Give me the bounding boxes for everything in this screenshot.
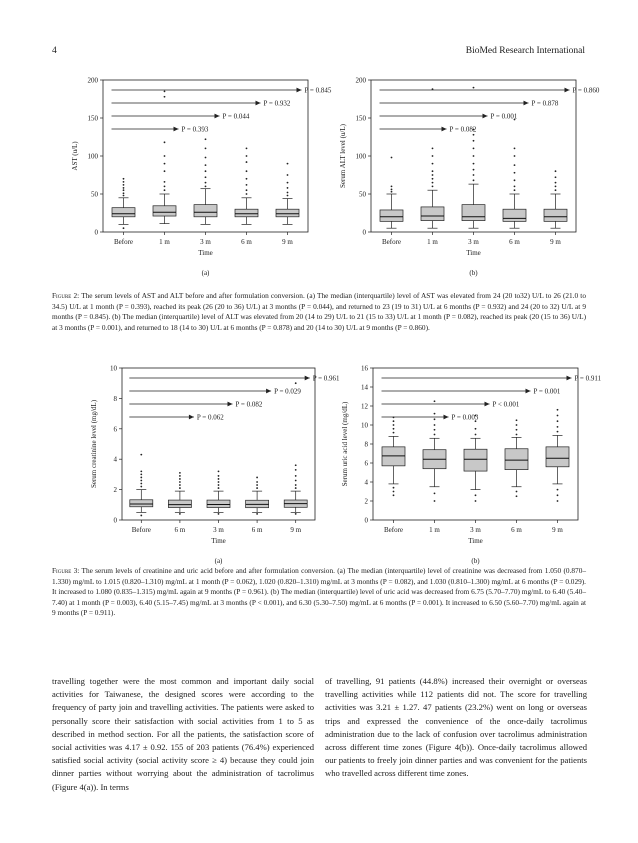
chart1-arrow-head — [442, 127, 447, 132]
chart1-outlier — [473, 87, 475, 89]
chart2-p-value: P = 0.082 — [235, 400, 263, 409]
chart2-arrow-head — [228, 402, 233, 407]
chart3-outlier — [393, 428, 395, 430]
chart3-arrow-head — [526, 389, 531, 394]
chart2-outlier — [218, 487, 220, 489]
figure-2-caption — [52, 291, 586, 333]
figure-3-label: Figure 3: — [52, 566, 80, 575]
chart2-outlier — [179, 484, 181, 486]
chart0-x-tick-label: Before — [113, 238, 134, 246]
chart2-x-tick-label: Before — [131, 526, 151, 534]
chart1-box — [544, 209, 567, 221]
chart0-x-tick-label: 1 m — [159, 238, 170, 246]
chart3-x-tick-label: 1 m — [429, 526, 440, 534]
body-right-column: of travelling, 91 patients (44.8%) increased their overnight or overseas travelling activities while 112 patients did not. The score for travelling activities was 3.21 ± 1.27. 47 patients (23.2%) went on long or overseas trips and expressed the convenience of the once-daily tacrolimus administration due to the lack of confusion over tacrolimus administration across different time zones (Figure 4(b)). Once-daily tacrolimus allowed our patients to freely join dinner parties and was convenient for the patients who travelled across different time zones. — [325, 676, 587, 779]
chart1-x-axis-label: Time — [466, 249, 481, 257]
chart0-x-axis-label: Time — [198, 249, 213, 257]
chart0-y-tick-label: 0 — [94, 228, 98, 237]
chart1-outlier — [473, 169, 475, 171]
chart2-outlier — [179, 487, 181, 489]
chart1-outlier — [391, 186, 393, 188]
chart2-outlier — [295, 480, 297, 482]
chart0-y-axis-label: AST (u/L) — [71, 141, 79, 171]
chart0-outlier — [205, 182, 207, 184]
chart0-y-tick-label: 200 — [87, 76, 98, 85]
chart0-outlier — [123, 227, 125, 229]
chart1-outlier — [473, 163, 475, 165]
chart3-outlier — [434, 434, 436, 436]
chart0-outlier — [123, 189, 125, 191]
chart3-outlier — [557, 489, 559, 491]
chart1-box — [380, 210, 403, 221]
chart0-outlier — [246, 189, 248, 191]
chart0-outlier — [287, 192, 289, 194]
chart2-outlier — [179, 472, 181, 474]
chart2-x-tick-label: 3 m — [213, 526, 224, 534]
chart1-outlier — [432, 178, 434, 180]
chart0-box — [194, 205, 217, 217]
chart0-outlier — [123, 178, 125, 180]
chart1-outlier — [432, 174, 434, 176]
chart2-outlier — [295, 484, 297, 486]
chart2-outlier — [140, 470, 142, 472]
chart0-p-value: P = 0.932 — [263, 99, 291, 108]
chart1-x-tick-label: 9 m — [550, 238, 561, 246]
chart3-y-axis-label: Serum uric acid level (mg/dL) — [341, 401, 349, 487]
chart3-outlier — [434, 493, 436, 495]
chart2-outlier — [256, 484, 258, 486]
chart1-box — [503, 209, 526, 221]
chart1-outlier — [432, 148, 434, 150]
chart1-outlier — [473, 179, 475, 181]
chart2-box — [207, 500, 230, 507]
chart0-outlier — [123, 181, 125, 183]
chart0-x-tick-label: 6 m — [241, 238, 252, 246]
chart3-y-tick-label: 16 — [361, 364, 368, 373]
chart2-outlier — [218, 475, 220, 477]
chart0-outlier — [123, 195, 125, 197]
chart0-outlier — [123, 192, 125, 194]
chart1-panel-label: (b) — [469, 269, 478, 277]
chart2-outlier — [256, 487, 258, 489]
creatinine-boxplot — [77, 360, 340, 565]
chart1-y-tick-label: 100 — [355, 152, 366, 161]
chart2-y-tick-label: 2 — [113, 486, 117, 495]
chart3-arrow-head — [444, 415, 449, 420]
chart1-outlier — [391, 191, 393, 193]
chart0-outlier — [164, 141, 166, 143]
chart2-outlier — [179, 478, 181, 480]
chart3-y-tick-label: 4 — [364, 478, 368, 487]
chart1-outlier — [432, 186, 434, 188]
chart1-outlier — [391, 157, 393, 159]
chart0-outlier — [164, 163, 166, 165]
chart3-outlier — [434, 424, 436, 426]
chart1-outlier — [555, 170, 557, 172]
chart3-p-value: P < 0.001 — [492, 400, 520, 409]
chart0-outlier — [205, 186, 207, 188]
chart2-box — [130, 500, 153, 507]
chart3-x-tick-label: 9 m — [552, 526, 563, 534]
chart1-x-tick-label: 1 m — [427, 238, 438, 246]
chart3-outlier — [393, 494, 395, 496]
chart2-arrow-head — [266, 389, 271, 394]
chart3-outlier — [557, 415, 559, 417]
chart0-outlier — [164, 189, 166, 191]
figure-2-label: Figure 2: — [52, 291, 80, 300]
chart3-y-tick-label: 2 — [364, 497, 368, 506]
chart2-x-tick-label: 9 m — [290, 526, 302, 534]
chart1-outlier — [514, 148, 516, 150]
chart2-x-tick-label: 6 m — [174, 526, 186, 534]
chart0-outlier — [123, 187, 125, 189]
chart0-outlier — [205, 176, 207, 178]
chart1-p-value: P = 0.878 — [531, 99, 559, 108]
chart2-outlier — [140, 515, 142, 517]
chart3-outlier — [516, 424, 518, 426]
chart1-outlier — [555, 176, 557, 178]
chart2-box — [168, 500, 191, 507]
chart2-outlier — [295, 382, 297, 384]
chart1-y-tick-label: 50 — [359, 190, 366, 199]
chart0-box — [153, 206, 176, 216]
chart0-outlier — [123, 184, 125, 186]
chart3-y-tick-label: 10 — [361, 421, 368, 430]
chart0-outlier — [287, 174, 289, 176]
chart1-outlier — [514, 189, 516, 191]
chart1-outlier — [473, 140, 475, 142]
chart1-p-value: P = 0.001 — [490, 112, 518, 121]
chart0-outlier — [205, 138, 207, 140]
chart3-x-tick-label: 3 m — [470, 526, 481, 534]
chart3-arrow-head — [485, 402, 490, 407]
chart2-y-tick-label: 0 — [113, 516, 117, 525]
chart2-outlier — [140, 483, 142, 485]
chart3-outlier — [475, 428, 477, 430]
chart0-outlier — [164, 96, 166, 98]
chart1-outlier — [514, 186, 516, 188]
chart2-panel-label: (a) — [214, 557, 223, 565]
chart1-x-tick-label: Before — [381, 238, 402, 246]
chart3-outlier — [434, 400, 436, 402]
chart0-p-value: P = 0.845 — [304, 86, 332, 95]
chart3-p-value: P = 0.001 — [533, 387, 561, 396]
chart1-p-value: P = 0.082 — [449, 125, 477, 134]
chart3-outlier — [475, 434, 477, 436]
chart0-panel-label: (a) — [201, 269, 210, 277]
chart1-outlier — [432, 170, 434, 172]
chart2-y-tick-label: 10 — [110, 364, 117, 373]
chart1-outlier — [432, 155, 434, 157]
chart1-outlier — [473, 174, 475, 176]
chart3-outlier — [434, 413, 436, 415]
chart2-outlier — [179, 513, 181, 515]
chart3-outlier — [516, 491, 518, 493]
chart1-y-axis-label: Serum ALT level (u/L) — [339, 124, 347, 188]
chart3-outlier — [393, 432, 395, 434]
chart2-arrow-head — [305, 376, 310, 381]
chart3-outlier — [393, 491, 395, 493]
chart3-y-tick-label: 12 — [361, 402, 368, 411]
chart3-outlier — [557, 500, 559, 502]
chart1-outlier — [555, 189, 557, 191]
chart0-outlier — [164, 170, 166, 172]
chart0-outlier — [205, 170, 207, 172]
chart3-panel-label: (b) — [471, 557, 480, 565]
journal-name: BioMed Research International — [465, 46, 585, 56]
chart0-outlier — [246, 193, 248, 195]
chart0-outlier — [246, 178, 248, 180]
chart1-outlier — [514, 164, 516, 166]
chart0-arrow-head — [297, 88, 302, 93]
chart2-outlier — [218, 478, 220, 480]
chart3-y-tick-label: 14 — [361, 383, 368, 392]
chart3-outlier — [475, 494, 477, 496]
chart0-outlier — [287, 182, 289, 184]
chart1-y-tick-label: 150 — [355, 114, 366, 123]
chart0-y-tick-label: 50 — [91, 190, 98, 199]
chart3-outlier — [557, 431, 559, 433]
alt-boxplot — [326, 72, 600, 277]
chart2-outlier — [256, 481, 258, 483]
ast-boxplot — [58, 72, 332, 277]
chart3-y-tick-label: 8 — [364, 440, 368, 449]
chart2-outlier — [218, 484, 220, 486]
chart1-p-value: P = 0.860 — [572, 86, 600, 95]
chart1-outlier — [391, 189, 393, 191]
chart3-outlier — [557, 420, 559, 422]
chart1-outlier — [473, 155, 475, 157]
chart1-box — [421, 207, 444, 221]
chart1-outlier — [473, 134, 475, 136]
chart2-outlier — [140, 486, 142, 488]
chart2-outlier — [218, 481, 220, 483]
chart1-outlier — [514, 155, 516, 157]
chart1-outlier — [432, 163, 434, 165]
chart1-x-tick-label: 6 m — [509, 238, 520, 246]
chart2-outlier — [295, 469, 297, 471]
chart0-p-value: P = 0.393 — [181, 125, 209, 134]
chart1-arrow-head — [565, 88, 570, 93]
chart0-arrow-head — [174, 127, 179, 132]
chart2-outlier — [179, 481, 181, 483]
chart3-arrow-head — [567, 376, 572, 381]
chart0-arrow-head — [256, 101, 261, 106]
chart0-outlier — [287, 187, 289, 189]
chart3-y-tick-label: 0 — [364, 516, 368, 525]
chart1-x-tick-label: 3 m — [468, 238, 479, 246]
chart2-outlier — [295, 464, 297, 466]
chart0-outlier — [246, 184, 248, 186]
chart3-outlier — [516, 429, 518, 431]
chart2-outlier — [256, 513, 258, 515]
chart1-arrow-head — [483, 114, 488, 119]
chart0-outlier — [205, 157, 207, 159]
chart2-outlier — [218, 470, 220, 472]
chart0-outlier — [205, 164, 207, 166]
chart0-outlier — [246, 155, 248, 157]
chart3-outlier — [516, 495, 518, 497]
chart3-p-value: P = 0.003 — [451, 413, 479, 422]
uric-acid-boxplot — [328, 360, 602, 565]
chart1-outlier — [514, 172, 516, 174]
chart0-box — [235, 209, 258, 217]
chart0-outlier — [246, 148, 248, 150]
chart2-y-tick-label: 8 — [113, 394, 117, 403]
chart2-outlier — [140, 474, 142, 476]
chart3-outlier — [434, 429, 436, 431]
chart0-outlier — [205, 148, 207, 150]
chart1-outlier — [473, 148, 475, 150]
chart0-outlier — [246, 170, 248, 172]
chart2-outlier — [140, 480, 142, 482]
chart2-outlier — [140, 454, 142, 456]
chart1-arrow-head — [524, 101, 529, 106]
chart2-y-tick-label: 6 — [113, 425, 117, 434]
chart0-outlier — [164, 181, 166, 183]
chart0-x-tick-label: 3 m — [200, 238, 211, 246]
chart2-x-axis-label: Time — [211, 537, 226, 545]
chart3-outlier — [557, 426, 559, 428]
chart1-y-tick-label: 0 — [362, 228, 366, 237]
chart0-outlier — [246, 161, 248, 163]
chart0-outlier — [164, 155, 166, 157]
chart2-p-value: P = 0.961 — [312, 374, 340, 383]
chart1-outlier — [555, 186, 557, 188]
chart2-outlier — [179, 475, 181, 477]
chart0-y-tick-label: 150 — [87, 114, 98, 123]
chart3-outlier — [516, 434, 518, 436]
chart3-x-tick-label: Before — [383, 526, 404, 534]
chart2-outlier — [295, 513, 297, 515]
chart1-box — [462, 205, 485, 221]
chart2-y-tick-label: 4 — [113, 455, 117, 464]
chart0-outlier — [164, 91, 166, 93]
chart3-outlier — [393, 487, 395, 489]
chart2-x-tick-label: 6 m — [251, 526, 263, 534]
chart3-box — [464, 449, 487, 471]
chart3-outlier — [557, 494, 559, 496]
chart0-x-tick-label: 9 m — [282, 238, 293, 246]
chart3-outlier — [393, 424, 395, 426]
chart0-box — [276, 209, 299, 217]
chart2-p-value: P = 0.062 — [196, 413, 224, 422]
chart0-box — [112, 208, 135, 217]
chart3-y-tick-label: 6 — [364, 459, 368, 468]
chart2-outlier — [218, 513, 220, 515]
chart2-outlier — [256, 477, 258, 479]
chart1-outlier — [514, 179, 516, 181]
chart0-arrow-head — [215, 114, 220, 119]
chart3-p-value: P = 0.911 — [574, 374, 602, 383]
chart0-y-tick-label: 100 — [87, 152, 98, 161]
chart3-outlier — [393, 420, 395, 422]
chart0-outlier — [164, 186, 166, 188]
chart3-outlier — [434, 418, 436, 420]
page-number: 4 — [52, 46, 57, 56]
chart1-outlier — [432, 182, 434, 184]
chart2-outlier — [140, 477, 142, 479]
chart3-outlier — [475, 500, 477, 502]
chart3-outlier — [434, 500, 436, 502]
chart2-p-value: P = 0.029 — [274, 387, 301, 396]
chart2-outlier — [295, 475, 297, 477]
figure-3-text: The serum levels of creatinine and uric acid before and after formulation conversion. (a) The median (interquartile) level of creatinine was decreased from 1.050 (0.870–1.330) mg/mL to 1.015 (0.820–1.310) mg/mL at 1 month (P = 0.062), 1.020 (0.820–1.310) mg/mL at 3 months (P = 0.082), and 1.030 (0.810–1.300) mg/mL at 6 months (P = 0.029). It increased to 1.080 (0.835–1.315) mg/mL again at 9 months (P = 0.961). (b) The median (interquartile) level of uric acid was decreased from 6.75 (5.70–7.70) mg/mL to 6.40 (5.40–7.40) at 1 month (P = 0.003), 6.40 (5.15–7.45) mg/mL at 3 months (P < 0.001), and 6.30 (5.30–7.50) mg/mL at 6 months (P = 0.001). It increased to 6.50 (5.60–7.70) mg/mL again at 9 months (P = 0.911). — [52, 566, 586, 618]
chart3-outlier — [516, 419, 518, 421]
chart3-box — [505, 449, 528, 470]
chart3-x-axis-label: Time — [468, 537, 483, 545]
chart0-outlier — [287, 195, 289, 197]
chart2-outlier — [295, 487, 297, 489]
figure-3-caption — [52, 566, 586, 619]
chart3-x-tick-label: 6 m — [511, 526, 522, 534]
figure-2-text: The serum levels of AST and ALT before and after formulation conversion. (a) The median (interquartile) level of AST was elevated from 24 (20 to32) U/L to 26 (21.0 to 34.5) U/L at 1 month (P = 0.393), reached its peak (26 (20 to 36) U/L) at 3 months (P = 0.044), and returned to 23 (19 to 31) U/L at 6 months (P = 0.932) and 24 (20 to 32) U/L at 9 months (P = 0.845). (b) The median (interquartile) level of ALT was elevated from 20 (14 to 29) U/L to 21 (15 to 33) U/L at 1 month (P = 0.082), reached its peak (20 (15 to 36) U/L) at 3 months (P = 0.001), and returned to 18 (14 to 30) U/L at 6 months (P = 0.878) and 20 (14 to 30) U/L at 9 months (P = 0.860). — [52, 291, 586, 332]
chart0-outlier — [287, 163, 289, 165]
chart1-y-tick-label: 200 — [355, 76, 366, 85]
body-left-column: travelling together were the most common and important daily social activities for Taiwanese, the designed scores were according to the frequency of party join and travelling activities. The patients were asked to personally score their satisfaction with social activities from 1 to 5 as described in method section. For all the patients, the satisfaction score of social activities was 4.17 ± 0.92. 155 of 203 patients (76.4%) experienced satisfied social activity (social activity score ≥ 4) because they could join dinner parties without worrying about the administration of tacrolimus (Figure 4(a)). In terms — [52, 676, 314, 792]
chart0-p-value: P = 0.044 — [222, 112, 250, 121]
chart3-outlier — [557, 409, 559, 411]
chart2-y-axis-label: Serum creatinine level (mg/dL) — [90, 399, 98, 489]
chart2-arrow-head — [189, 415, 194, 420]
chart3-box — [546, 447, 569, 467]
chart1-outlier — [555, 182, 557, 184]
